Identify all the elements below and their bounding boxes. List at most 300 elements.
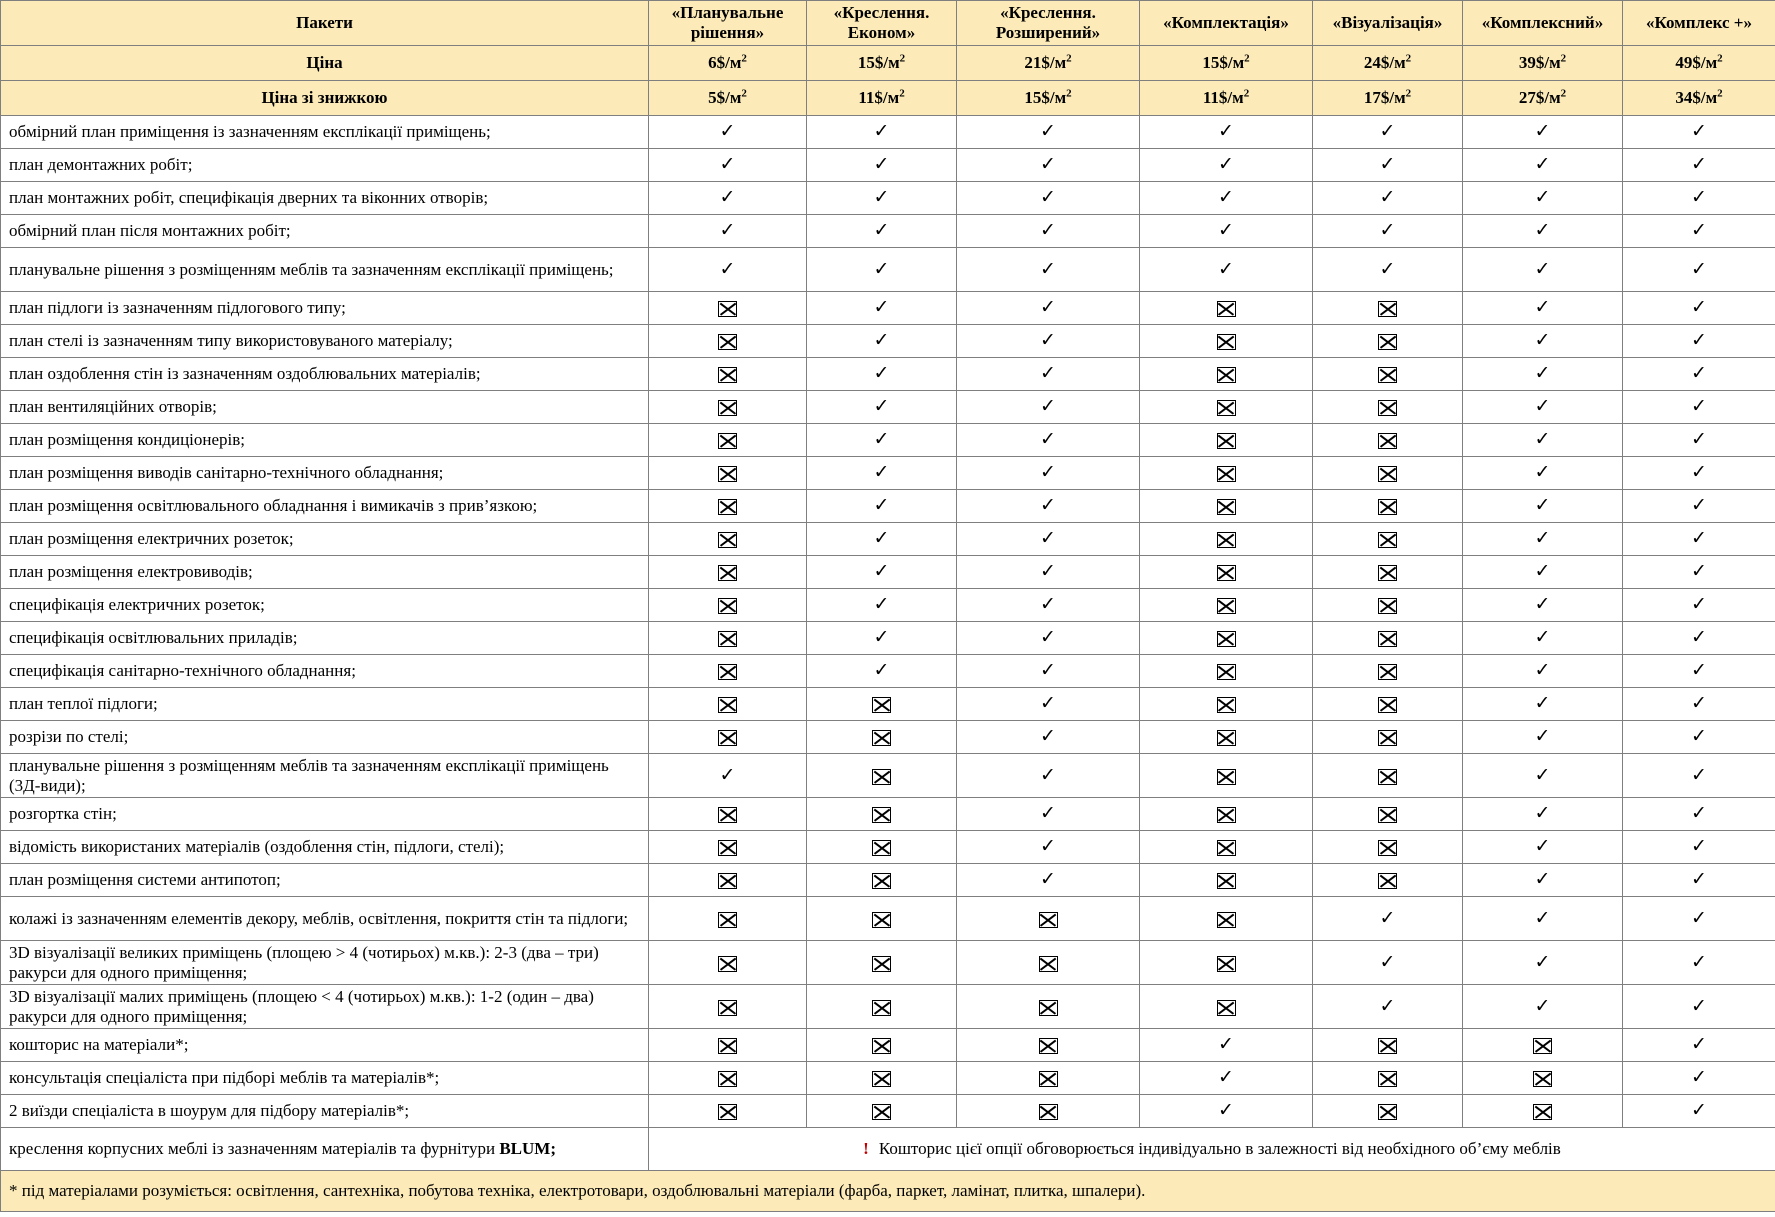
- feature-cell: [807, 688, 957, 721]
- check-icon: ✓: [1534, 461, 1551, 483]
- check-icon: ✓: [1040, 329, 1056, 351]
- price-cell: $21\$/м^2$: [957, 46, 1140, 81]
- cross-box-icon: [1217, 840, 1236, 856]
- feature-cell: [649, 149, 807, 182]
- feature-cell: [649, 1095, 807, 1128]
- feature-cell: [807, 325, 957, 358]
- feature-cell: [1623, 655, 1775, 688]
- check-icon: ✓: [1534, 257, 1551, 280]
- cross-box-icon: [718, 664, 737, 680]
- feature-cell: [1140, 182, 1313, 215]
- check-icon: ✓: [1691, 560, 1707, 582]
- check-icon: ✓: [1218, 219, 1234, 241]
- feature-cell: [1313, 523, 1463, 556]
- cross-box-icon: [1039, 1071, 1058, 1087]
- feature-cell: [649, 523, 807, 556]
- check-icon: ✓: [1691, 527, 1707, 549]
- feature-cell: [1463, 941, 1623, 985]
- discount-price-cell: $5\$/м^2$: [649, 81, 807, 116]
- feature-cell: [1623, 1062, 1775, 1095]
- cross-box-icon: [718, 807, 737, 823]
- feature-label: план розміщення системи антипотоп;: [1, 864, 649, 897]
- cross-box-icon: [1378, 1104, 1397, 1120]
- check-icon: ✓: [1040, 802, 1056, 824]
- check-icon: ✓: [873, 626, 890, 648]
- feature-cell: [957, 655, 1140, 688]
- feature-cell: [807, 897, 957, 941]
- check-icon: ✓: [1040, 120, 1056, 142]
- feature-cell: [807, 292, 957, 325]
- cross-box-icon: [1039, 1104, 1058, 1120]
- feature-cell: [807, 248, 957, 292]
- check-icon: ✓: [1379, 120, 1396, 142]
- cross-box-icon: [872, 1071, 891, 1087]
- feature-cell: [807, 798, 957, 831]
- feature-cell: [1463, 116, 1623, 149]
- package-name: «Комплексний»: [1463, 1, 1623, 46]
- cross-box-icon: [718, 697, 737, 713]
- feature-cell: [1140, 1062, 1313, 1095]
- check-icon: ✓: [719, 763, 736, 786]
- feature-label: 3D візуалізації великих приміщень (площею > 4 (чотирьох) м.кв.): 2-3 (два – три) ракурси для одного приміщення;: [1, 941, 649, 985]
- feature-cell: [1463, 798, 1623, 831]
- feature-row: [1, 292, 1775, 325]
- check-icon: ✓: [1534, 219, 1551, 241]
- feature-label: специфікація електричних розеток;: [1, 589, 649, 622]
- feature-row: [1, 248, 1775, 292]
- check-icon: ✓: [1040, 527, 1056, 549]
- feature-cell: [1140, 941, 1313, 985]
- cross-box-icon: [1217, 912, 1236, 928]
- feature-cell: [957, 721, 1140, 754]
- discount-price-cell: $34\$/м^2$: [1623, 81, 1775, 116]
- cross-box-icon: [1378, 367, 1397, 383]
- feature-row: [1, 556, 1775, 589]
- cross-box-icon: [718, 301, 737, 317]
- feature-cell: [1463, 556, 1623, 589]
- feature-cell: [1463, 864, 1623, 897]
- cross-box-icon: [872, 730, 891, 746]
- cross-box-icon: [1217, 598, 1236, 614]
- check-icon: ✓: [719, 120, 736, 142]
- cross-box-icon: [872, 769, 891, 785]
- cross-box-icon: [1378, 301, 1397, 317]
- package-name: «Планувальне рішення»: [649, 1, 807, 46]
- check-icon: ✓: [1218, 1066, 1234, 1088]
- feature-cell: [1623, 182, 1775, 215]
- feature-cell: [1140, 798, 1313, 831]
- feature-row: [1, 325, 1775, 358]
- check-icon: ✓: [873, 494, 890, 516]
- feature-cell: [1313, 424, 1463, 457]
- feature-label: 2 виїзди спеціаліста в шоурум для підбору матеріалів*;: [1, 1095, 649, 1128]
- feature-cell: [1140, 116, 1313, 149]
- check-icon: ✓: [1040, 593, 1056, 615]
- cross-box-icon: [872, 697, 891, 713]
- feature-cell: [1313, 864, 1463, 897]
- feature-cell: [1140, 721, 1313, 754]
- feature-label: план монтажних робіт, специфікація дверних та віконних отворів;: [1, 182, 649, 215]
- feature-cell: [649, 864, 807, 897]
- feature-cell: [957, 556, 1140, 589]
- feature-cell: [1140, 292, 1313, 325]
- check-icon: ✓: [1379, 257, 1396, 280]
- feature-cell: [807, 457, 957, 490]
- check-icon: ✓: [1691, 593, 1707, 615]
- check-icon: ✓: [1218, 1099, 1234, 1121]
- feature-cell: [1313, 248, 1463, 292]
- check-icon: ✓: [1691, 692, 1707, 714]
- feature-cell: [649, 248, 807, 292]
- feature-row: [1, 864, 1775, 897]
- feature-label: план демонтажних робіт;: [1, 149, 649, 182]
- feature-cell: [649, 358, 807, 391]
- feature-cell: [1313, 897, 1463, 941]
- feature-label: план розміщення виводів санітарно-технічного обладнання;: [1, 457, 649, 490]
- feature-cell: [807, 490, 957, 523]
- check-icon: ✓: [1379, 219, 1396, 241]
- check-icon: ✓: [1691, 1066, 1707, 1088]
- cross-box-icon: [718, 1000, 737, 1016]
- cross-box-icon: [718, 598, 737, 614]
- cross-box-icon: [872, 873, 891, 889]
- footnote-text: * під матеріалами розуміється: освітлення, сантехніка, побутова техніка, електротовари, оздоблювальні матеріали (фарба, паркет, ламінат, плитка, шпалери).: [1, 1171, 1775, 1212]
- cross-box-icon: [718, 1038, 737, 1054]
- custom-furniture-label: креслення корпусних меблі із зазначенням матеріалів та фурнітури BLUM;: [1, 1128, 649, 1171]
- cross-box-icon: [1378, 1071, 1397, 1087]
- feature-cell: [1140, 864, 1313, 897]
- feature-cell: [649, 721, 807, 754]
- feature-label: план розміщення освітлювального обладнання і вимикачів з прив’язкою;: [1, 490, 649, 523]
- cross-box-icon: [1217, 301, 1236, 317]
- cross-box-icon: [1533, 1071, 1552, 1087]
- feature-cell: [1313, 1029, 1463, 1062]
- check-icon: ✓: [1218, 257, 1234, 280]
- cross-box-icon: [1378, 1038, 1397, 1054]
- feature-row: [1, 1029, 1775, 1062]
- header-row: [1, 1, 1775, 46]
- check-icon: ✓: [1691, 120, 1707, 142]
- feature-cell: [649, 655, 807, 688]
- feature-cell: [807, 985, 957, 1029]
- feature-cell: [807, 754, 957, 798]
- feature-cell: [1623, 424, 1775, 457]
- cross-box-icon: [872, 1038, 891, 1054]
- check-icon: ✓: [1691, 186, 1707, 208]
- feature-label: колажі із зазначенням елементів декору, меблів, освітлення, покриття стін та підлоги;: [1, 897, 649, 941]
- feature-cell: [1463, 391, 1623, 424]
- feature-cell: [1623, 523, 1775, 556]
- feature-cell: [1313, 798, 1463, 831]
- feature-cell: [1140, 358, 1313, 391]
- check-icon: ✓: [873, 527, 890, 549]
- feature-cell: [1313, 655, 1463, 688]
- check-icon: ✓: [1691, 994, 1707, 1017]
- feature-cell: [1140, 325, 1313, 358]
- feature-cell: [649, 215, 807, 248]
- feature-cell: [1463, 754, 1623, 798]
- feature-label: консультація спеціаліста при підборі меблів та матеріалів*;: [1, 1062, 649, 1095]
- check-icon: ✓: [1040, 835, 1056, 857]
- feature-cell: [1313, 490, 1463, 523]
- cross-box-icon: [1378, 334, 1397, 350]
- feature-cell: [1313, 457, 1463, 490]
- check-icon: ✓: [873, 461, 890, 483]
- feature-cell: [1623, 1095, 1775, 1128]
- check-icon: ✓: [1534, 153, 1551, 175]
- cross-box-icon: [1378, 769, 1397, 785]
- feature-cell: [1140, 215, 1313, 248]
- feature-cell: [1313, 1062, 1463, 1095]
- feature-label: обмірний план після монтажних робіт;: [1, 215, 649, 248]
- feature-row: [1, 798, 1775, 831]
- check-icon: ✓: [1691, 868, 1707, 890]
- cross-box-icon: [1378, 400, 1397, 416]
- check-icon: ✓: [1040, 362, 1056, 384]
- feature-cell: [807, 721, 957, 754]
- check-icon: ✓: [1691, 626, 1707, 648]
- feature-cell: [649, 831, 807, 864]
- cross-box-icon: [1533, 1038, 1552, 1054]
- feature-cell: [957, 215, 1140, 248]
- cross-box-icon: [718, 565, 737, 581]
- check-icon: ✓: [873, 428, 890, 450]
- check-icon: ✓: [1691, 219, 1707, 241]
- feature-cell: [957, 589, 1140, 622]
- feature-cell: [1623, 897, 1775, 941]
- feature-cell: [1463, 325, 1623, 358]
- check-icon: ✓: [1691, 725, 1707, 747]
- feature-cell: [1623, 688, 1775, 721]
- check-icon: ✓: [1691, 428, 1707, 450]
- check-icon: ✓: [1691, 802, 1707, 824]
- cross-box-icon: [1217, 1000, 1236, 1016]
- feature-cell: [1313, 721, 1463, 754]
- check-icon: ✓: [1040, 494, 1056, 516]
- cross-box-icon: [1217, 499, 1236, 515]
- check-icon: ✓: [1040, 219, 1056, 241]
- check-icon: ✓: [873, 329, 890, 351]
- check-icon: ✓: [873, 120, 890, 142]
- discount-price-cell: $17\$/м^2$: [1313, 81, 1463, 116]
- check-icon: ✓: [1040, 428, 1056, 450]
- feature-cell: [957, 523, 1140, 556]
- feature-cell: [1140, 457, 1313, 490]
- cross-box-icon: [718, 532, 737, 548]
- feature-cell: [1313, 831, 1463, 864]
- feature-cell: [957, 490, 1140, 523]
- feature-cell: [1623, 589, 1775, 622]
- check-icon: ✓: [873, 186, 890, 208]
- feature-cell: [649, 985, 807, 1029]
- feature-cell: [807, 391, 957, 424]
- feature-label: план розміщення кондиціонерів;: [1, 424, 649, 457]
- feature-cell: [807, 831, 957, 864]
- feature-cell: [807, 1062, 957, 1095]
- check-icon: ✓: [1040, 725, 1056, 747]
- feature-cell: [1313, 292, 1463, 325]
- package-name: «Візуалізація»: [1313, 1, 1463, 46]
- feature-cell: [649, 1062, 807, 1095]
- feature-cell: [807, 655, 957, 688]
- feature-cell: [1463, 457, 1623, 490]
- feature-label: розрізи по стелі;: [1, 721, 649, 754]
- check-icon: ✓: [1534, 120, 1551, 142]
- check-icon: ✓: [1534, 560, 1551, 582]
- feature-cell: [1463, 424, 1623, 457]
- check-icon: ✓: [873, 153, 890, 175]
- check-icon: ✓: [719, 219, 736, 241]
- feature-cell: [1623, 490, 1775, 523]
- exclamation-icon: !: [863, 1139, 869, 1158]
- check-icon: ✓: [1691, 659, 1707, 681]
- feature-cell: [649, 941, 807, 985]
- feature-cell: [957, 1029, 1140, 1062]
- feature-cell: [1463, 831, 1623, 864]
- cross-box-icon: [1217, 532, 1236, 548]
- feature-cell: [1140, 391, 1313, 424]
- feature-cell: [1313, 985, 1463, 1029]
- cross-box-icon: [872, 807, 891, 823]
- check-icon: ✓: [1379, 994, 1396, 1017]
- check-icon: ✓: [1040, 461, 1056, 483]
- check-icon: ✓: [1691, 296, 1707, 318]
- check-icon: ✓: [1691, 1099, 1707, 1121]
- feature-cell: [1623, 556, 1775, 589]
- feature-row: [1, 490, 1775, 523]
- cross-box-icon: [718, 631, 737, 647]
- cross-box-icon: [1217, 730, 1236, 746]
- package-name: «Комплекс +»: [1623, 1, 1775, 46]
- feature-row: [1, 116, 1775, 149]
- cross-box-icon: [1217, 400, 1236, 416]
- check-icon: ✓: [873, 395, 890, 417]
- check-icon: ✓: [1534, 906, 1551, 929]
- check-icon: ✓: [1040, 257, 1056, 280]
- check-icon: ✓: [1218, 186, 1234, 208]
- check-icon: ✓: [1691, 329, 1707, 351]
- check-icon: ✓: [1040, 868, 1056, 890]
- feature-row: [1, 358, 1775, 391]
- feature-cell: [1463, 215, 1623, 248]
- cross-box-icon: [1217, 466, 1236, 482]
- check-icon: ✓: [1534, 186, 1551, 208]
- price-cell: $15\$/м^2$: [1140, 46, 1313, 81]
- feature-cell: [1140, 897, 1313, 941]
- feature-cell: [1463, 1095, 1623, 1128]
- check-icon: ✓: [1040, 186, 1056, 208]
- feature-label: план стелі із зазначенням типу використовуваного матеріалу;: [1, 325, 649, 358]
- feature-cell: [649, 556, 807, 589]
- check-icon: ✓: [1040, 626, 1056, 648]
- check-icon: ✓: [1691, 461, 1707, 483]
- feature-cell: [1463, 721, 1623, 754]
- feature-cell: [1463, 1062, 1623, 1095]
- feature-cell: [1623, 116, 1775, 149]
- check-icon: ✓: [1534, 593, 1551, 615]
- feature-cell: [1623, 391, 1775, 424]
- price-cell: $15\$/м^2$: [807, 46, 957, 81]
- cross-box-icon: [1217, 873, 1236, 889]
- feature-cell: [1313, 116, 1463, 149]
- feature-cell: [649, 622, 807, 655]
- feature-row: [1, 457, 1775, 490]
- feature-row: [1, 754, 1775, 798]
- feature-cell: [957, 424, 1140, 457]
- feature-row: [1, 424, 1775, 457]
- cross-box-icon: [718, 433, 737, 449]
- feature-cell: [1313, 556, 1463, 589]
- feature-cell: [1140, 556, 1313, 589]
- feature-cell: [1623, 149, 1775, 182]
- feature-cell: [1623, 831, 1775, 864]
- feature-cell: [1463, 523, 1623, 556]
- feature-cell: [957, 897, 1140, 941]
- feature-cell: [1313, 182, 1463, 215]
- cross-box-icon: [718, 334, 737, 350]
- cross-box-icon: [718, 499, 737, 515]
- check-icon: ✓: [1040, 692, 1056, 714]
- feature-cell: [1313, 622, 1463, 655]
- feature-label: план підлоги із зазначенням підлогового типу;: [1, 292, 649, 325]
- price-cell: $6\$/м^2$: [649, 46, 807, 81]
- cross-box-icon: [1533, 1104, 1552, 1120]
- cross-box-icon: [1217, 664, 1236, 680]
- cross-box-icon: [1378, 532, 1397, 548]
- check-icon: ✓: [1218, 1033, 1234, 1055]
- feature-cell: [957, 864, 1140, 897]
- feature-cell: [1313, 215, 1463, 248]
- feature-cell: [1140, 754, 1313, 798]
- check-icon: ✓: [1691, 153, 1707, 175]
- feature-row: [1, 215, 1775, 248]
- discount-price-cell: $15\$/м^2$: [957, 81, 1140, 116]
- check-icon: ✓: [719, 186, 736, 208]
- cross-box-icon: [1217, 565, 1236, 581]
- feature-cell: [649, 292, 807, 325]
- feature-cell: [649, 457, 807, 490]
- check-icon: ✓: [873, 560, 890, 582]
- feature-row: [1, 182, 1775, 215]
- feature-cell: [1623, 864, 1775, 897]
- check-icon: ✓: [1691, 950, 1707, 973]
- feature-cell: [807, 182, 957, 215]
- check-icon: ✓: [1218, 153, 1234, 175]
- feature-cell: [1463, 655, 1623, 688]
- feature-cell: [807, 622, 957, 655]
- cross-box-icon: [1378, 466, 1397, 482]
- feature-cell: [1463, 248, 1623, 292]
- feature-cell: [807, 1029, 957, 1062]
- check-icon: ✓: [873, 296, 890, 318]
- check-icon: ✓: [1691, 906, 1707, 929]
- feature-cell: [1463, 1029, 1623, 1062]
- cross-box-icon: [1217, 769, 1236, 785]
- cross-box-icon: [718, 466, 737, 482]
- cross-box-icon: [1039, 1000, 1058, 1016]
- feature-label: специфікація освітлювальних приладів;: [1, 622, 649, 655]
- feature-cell: [957, 1095, 1140, 1128]
- feature-cell: [1140, 523, 1313, 556]
- discount-price-row: [1, 81, 1775, 116]
- feature-cell: [1623, 721, 1775, 754]
- feature-row: [1, 1095, 1775, 1128]
- feature-cell: [957, 325, 1140, 358]
- feature-cell: [957, 149, 1140, 182]
- feature-cell: [1463, 688, 1623, 721]
- feature-cell: [649, 589, 807, 622]
- price-cell: $24\$/м^2$: [1313, 46, 1463, 81]
